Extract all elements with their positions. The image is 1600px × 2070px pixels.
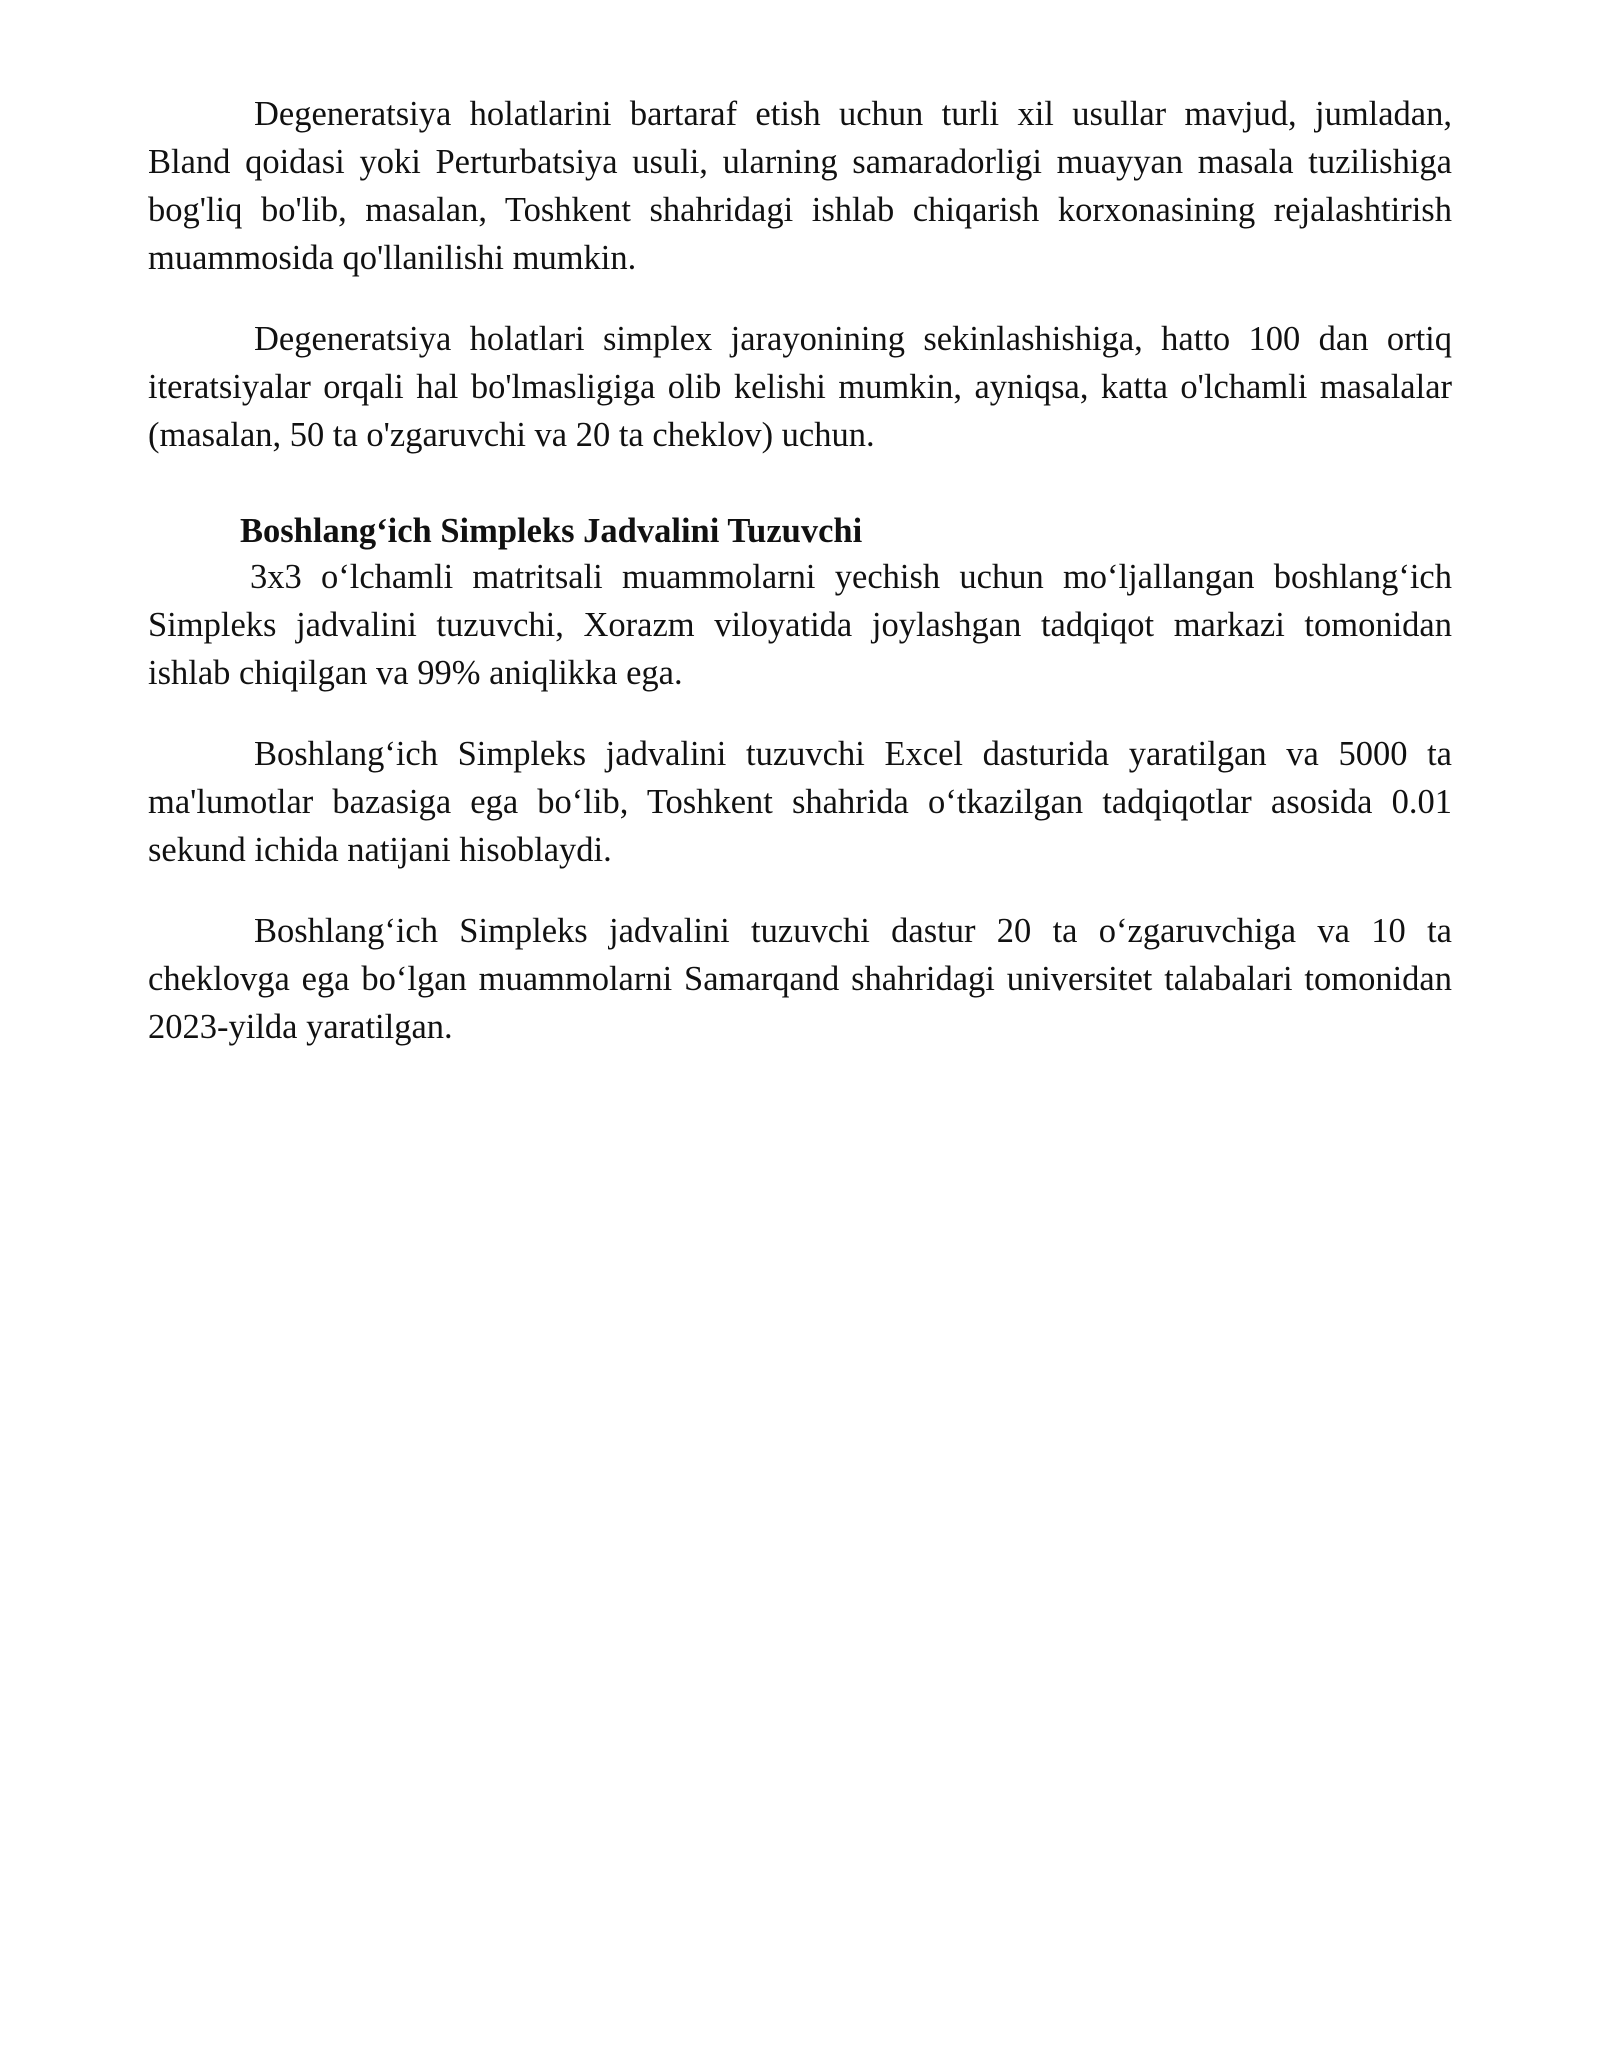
section-heading: Boshlang‘ich Simpleks Jadvalini Tuzuvchi bbox=[240, 512, 863, 550]
document-body bbox=[148, 90, 1452, 1084]
paragraph-degeneracy-methods: Degeneratsiya holatlarini bartaraf etish uchun turli xil usullar mavjud, jumladan, Bland qoidasi yoki Perturbatsiya usuli, ularning samaradorligi muayyan masala tuzilishiga bog'liq bo'lib, masalan, Toshkent shahridagi ishlab chiqarish korxonasining rejalashtirish muammosida qo'llanilishi mumkin. bbox=[148, 95, 1452, 277]
paragraph-tableau-builder-program: Boshlang‘ich Simpleks jadvalini tuzuvchi dastur 20 ta o‘zgaruvchiga va 10 ta cheklovga ega bo‘lgan muammolarni Samarqand shahridagi universitet talabalari tomonidan 2023-yilda yaratilgan. bbox=[148, 912, 1452, 1046]
paragraph-tableau-builder-intro: 3x3 o‘lchamli matritsali muammolarni yechish uchun mo‘ljallangan boshlang‘ich Simpleks jadvalini tuzuvchi, Xorazm viloyatida joylashgan tadqiqot markazi tomonidan ishlab chiqilgan va 99% aniqlikka ega. bbox=[148, 558, 1452, 692]
paragraph-degeneracy-effects: Degeneratsiya holatlari simplex jarayonining sekinlashishiga, hatto 100 dan ortiq iteratsiyalar orqali hal bo'lmasligiga olib kelishi mumkin, ayniqsa, katta o'lchamli masalalar (masalan, 50 ta o'zgaruvchi va 20 ta cheklov) uchun. bbox=[148, 320, 1452, 454]
paragraph-tableau-builder-excel: Boshlang‘ich Simpleks jadvalini tuzuvchi Excel dasturida yaratilgan va 5000 ta ma'lumotlar bazasiga ega bo‘lib, Toshkent shahrida o‘tkazilgan tadqiqotlar asosida 0.01 sekund ichida natijani hisoblaydi. bbox=[148, 735, 1452, 869]
